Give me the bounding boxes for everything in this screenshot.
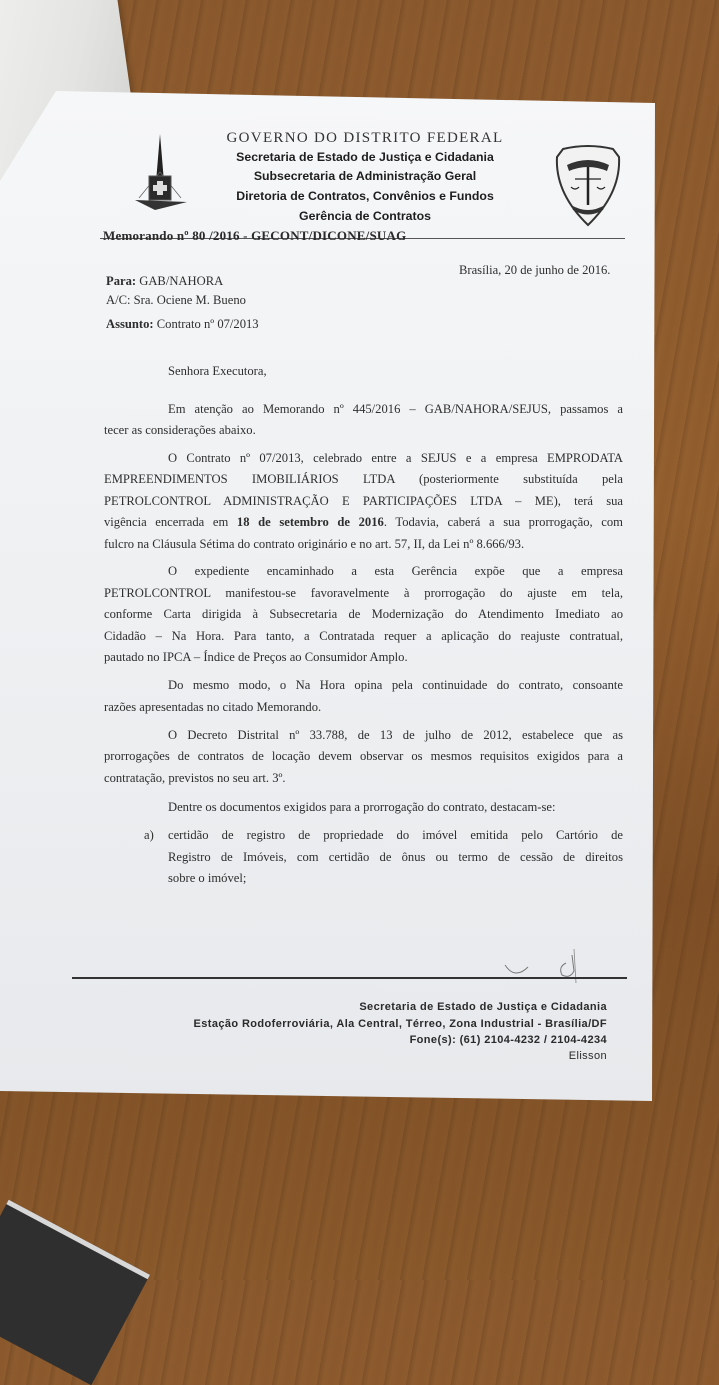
p2-line4 xyxy=(104,512,623,534)
assunto-value: Contrato nº 07/2013 xyxy=(156,317,259,331)
p6-line1: Dentre os documentos exigidos para a prorrogação do contrato, destacam-se: xyxy=(168,800,556,814)
para-label: Para: xyxy=(106,274,137,288)
item-a-line3: sobre o imóvel; xyxy=(168,871,247,885)
p3-line1: O expediente encaminhado a esta Gerência expõe que a empresa xyxy=(168,564,623,578)
p5-line1: O Decreto Distrital nº 33.788, de 13 de julho de 2012, estabelece que as xyxy=(168,728,623,742)
signature-mark xyxy=(500,945,600,985)
assunto-field xyxy=(106,314,259,336)
assunto-label: Assunto: xyxy=(106,317,154,331)
p1-line2: tecer as considerações abaixo. xyxy=(104,423,256,437)
p2-line1: O Contrato nº 07/2013, celebrado entre a SEJUS e a empresa EMPRODATA xyxy=(168,451,623,465)
ac-field: A/C: Sra. Ociene M. Bueno xyxy=(106,293,246,307)
p2-line4-pre: vigência encerrada em xyxy=(104,515,237,529)
para-value: GAB/NAHORA xyxy=(139,274,224,288)
p2-line2: EMPREENDIMENTOS IMOBILIÁRIOS LTDA (posteriormente substituída pela xyxy=(104,472,623,486)
header-subsecretaria: Subsecretaria de Administração Geral xyxy=(253,169,477,183)
p5-line3: contratação, previstos no seu art. 3º. xyxy=(104,771,286,785)
memo-date: Brasília, 20 de junho de 2016. xyxy=(459,263,611,277)
p5-line2: prorrogações de contratos de locação devem observar os mesmos requisitos exigidos para a xyxy=(104,749,623,763)
item-a-line2: Registro de Imóveis, com certidão de ônus ou termo de cessão de direitos xyxy=(168,850,623,864)
p4-line1: Do mesmo modo, o Na Hora opina pela continuidade do contrato, consoante xyxy=(168,678,623,692)
p2-line5: fulcro na Cláusula Sétima do contrato originário e no art. 57, II, da Lei nº 8.666/93. xyxy=(104,537,525,551)
p3-line4: Cidadão – Na Hora. Para tanto, a Contratada requer a aplicação do reajuste contratual, xyxy=(104,629,623,643)
memo-number: Memorando nº 80 /2016 - GECONT/DICONE/SUAG xyxy=(103,228,407,243)
footer-secretaria: Secretaria de Estado de Justiça e Cidadania xyxy=(359,1001,607,1013)
item-a-line1: certidão de registro de propriedade do imóvel emitida pelo Cartório de xyxy=(168,828,623,842)
p4-line2: razões apresentadas no citado Memorando. xyxy=(104,700,322,714)
header-org: GOVERNO DO DISTRITO FEDERAL xyxy=(226,130,504,146)
footer-rule xyxy=(72,977,627,979)
footer-author: Elisson xyxy=(568,1050,607,1062)
sejus-shield-icon xyxy=(553,143,623,228)
item-a-marker: a) xyxy=(144,828,154,842)
p3-line3: conforme Carta dirigida à Subsecretaria de Modernização do Atendimento Imediato ao xyxy=(104,607,623,621)
p1-line1: Em atenção ao Memorando nº 445/2016 – GAB/NAHORA/SEJUS, passamos a xyxy=(168,402,623,416)
p3-line2: PETROLCONTROL manifestou-se favoravelmente à prorrogação do ajuste em tela, xyxy=(104,586,623,600)
p2-line4-post: . Todavia, caberá a sua prorrogação, com xyxy=(383,515,623,529)
header-secretaria: Secretaria de Estado de Justiça e Cidadania xyxy=(236,150,494,164)
footer-phones: Fone(s): (61) 2104-4232 / 2104-4234 xyxy=(409,1034,607,1046)
p2-line3: PETROLCONTROL ADMINISTRAÇÃO E PARTICIPAÇÕES LTDA – ME), terá sua xyxy=(104,494,623,508)
salutation: Senhora Executora, xyxy=(168,364,267,378)
header-diretoria: Diretoria de Contratos, Convênios e Fundos xyxy=(236,189,494,203)
footer-address: Estação Rodoferroviária, Ala Central, Térreo, Zona Industrial - Brasília/DF xyxy=(193,1018,607,1030)
p2-expiry-date: 18 de setembro de 2016 xyxy=(236,515,384,529)
header-gerencia: Gerência de Contratos xyxy=(299,209,431,223)
p3-line5: pautado no IPCA – Índice de Preços ao Consumidor Amplo. xyxy=(104,650,408,664)
